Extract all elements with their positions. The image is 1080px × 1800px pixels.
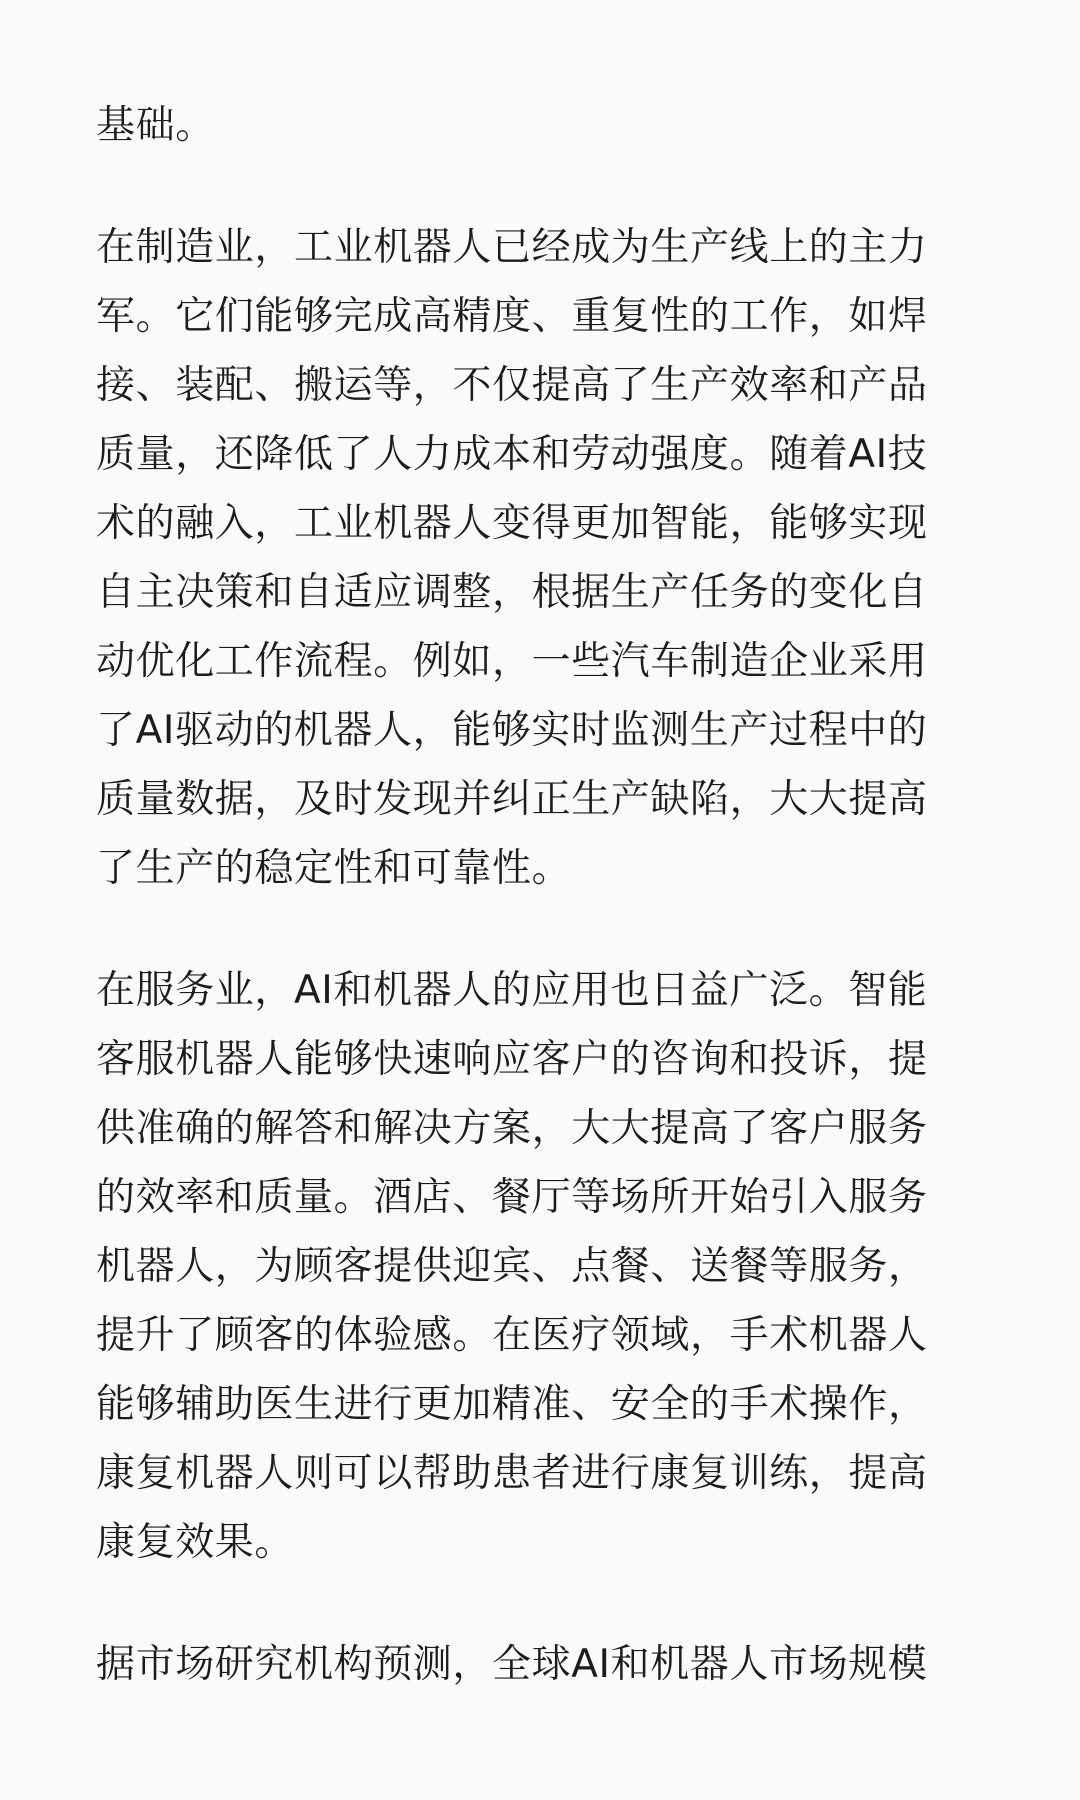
paragraph-2-line-6: 自主决策和自适应调整，根据生产任务的变化自 xyxy=(96,570,928,615)
paragraph-2-line-7: 动优化工作流程。例如，一些汽车制造企业采用 xyxy=(96,639,928,684)
paragraph-3-line-7: 能够辅助医生进行更加精准、安全的手术操作， xyxy=(96,1382,928,1427)
paragraph-2-line-3: 接、装配、搬运等，不仅提高了生产效率和产品 xyxy=(96,363,928,408)
paragraph-1-line-1: 基础。 xyxy=(96,103,215,148)
paragraph-3-line-4: 的效率和质量。酒店、餐厅等场所开始引入服务 xyxy=(96,1175,928,1220)
paragraph-2-line-5: 术的融入，工业机器人变得更加智能，能够实现 xyxy=(96,501,928,546)
paragraph-2-line-4: 质量，还降低了人力成本和劳动强度。随着AI技 xyxy=(96,432,928,477)
paragraph-3-line-5: 机器人，为顾客提供迎宾、点餐、送餐等服务， xyxy=(96,1244,928,1289)
paragraph-2-line-1: 在制造业，工业机器人已经成为生产线上的主力 xyxy=(96,225,928,270)
paragraph-3-line-3: 供准确的解答和解决方案，大大提高了客户服务 xyxy=(96,1106,928,1151)
paragraph-4-line-1: 据市场研究机构预测，全球AI和机器人市场规模 xyxy=(96,1642,928,1687)
paragraph-3-line-9: 康复效果。 xyxy=(96,1520,295,1565)
paragraph-2-line-9: 质量数据，及时发现并纠正生产缺陷，大大提高 xyxy=(96,777,928,822)
paragraph-3-line-1: 在服务业，AI和机器人的应用也日益广泛。智能 xyxy=(96,968,928,1013)
paragraph-3-line-2: 客服机器人能够快速响应客户的咨询和投诉，提 xyxy=(96,1037,928,1082)
paragraph-2-line-8: 了AI驱动的机器人，能够实时监测生产过程中的 xyxy=(96,708,928,753)
paragraph-2-line-2: 军。它们能够完成高精度、重复性的工作，如焊 xyxy=(96,294,928,339)
paragraph-3-line-8: 康复机器人则可以帮助患者进行康复训练，提高 xyxy=(96,1451,928,1496)
paragraph-3-line-6: 提升了顾客的体验感。在医疗领域，手术机器人 xyxy=(96,1313,928,1358)
paragraph-2-line-10: 了生产的稳定性和可靠性。 xyxy=(96,846,572,891)
